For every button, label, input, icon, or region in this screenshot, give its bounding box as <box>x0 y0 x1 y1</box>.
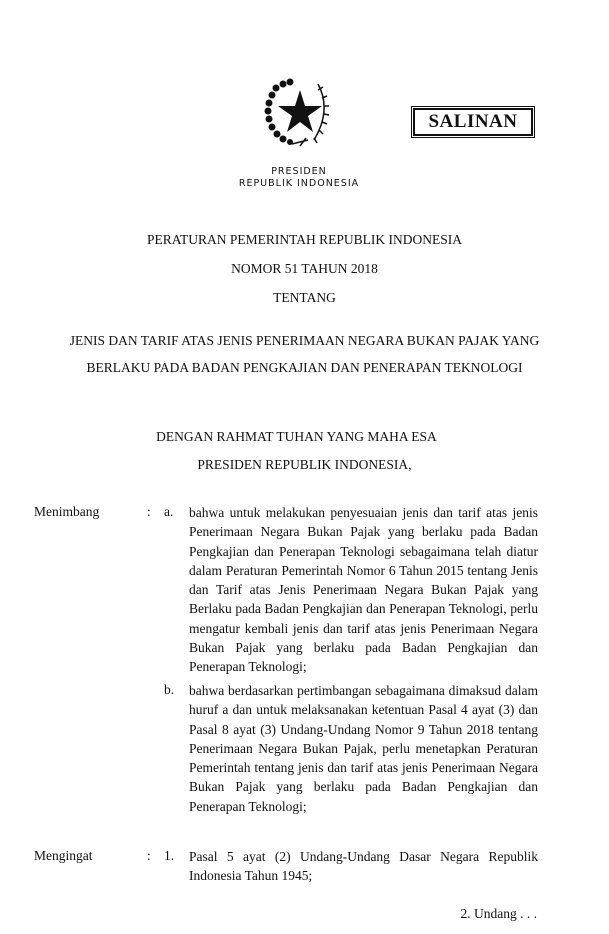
item-marker: 1. <box>164 848 175 863</box>
menimbang-colon: : <box>147 504 151 519</box>
menimbang-label: Menimbang <box>34 504 100 519</box>
item-marker: b. <box>164 682 175 697</box>
tentang-heading: TENTANG <box>273 290 336 305</box>
mengingat-item-1: Pasal 5 ayat (2) Undang-Undang Dasar Negara Republik Indonesia Tahun 1945; <box>189 849 538 884</box>
emblem-caption <box>229 166 369 190</box>
page-continuation: 2. Undang . . . <box>460 906 537 921</box>
invocation: DENGAN RAHMAT TUHAN YANG MAHA ESA <box>156 429 437 444</box>
subject-line-1: JENIS DAN TARIF ATAS JENIS PENERIMAAN NEGARA BUKAN PAJAK YANG <box>69 333 540 348</box>
item-marker: a. <box>164 504 174 519</box>
menimbang-item-a: bahwa untuk melakukan penyesuaian jenis dan tarif atas jenis Penerimaan Negara Bukan Pajak yang berlaku pada Badan Pengkajian dan Penerapan Teknologi sebagaimana telah diatur dalam Peraturan Pemerintah Nomor 6 Tahun 2015 tentang Jenis dan Tarif atas Jenis Penerimaan Negara Bukan Pajak yang Berlaku pada Badan Pengkajian dan Penerapan Teknologi, perlu mengatur kembali jenis dan tarif atas jenis Penerimaan Negara Bukan Pajak yang berlaku pada Badan Pengkajian dan Penerapan Teknologi; <box>189 505 538 675</box>
emblem-caption-line1: PRESIDEN <box>271 166 327 177</box>
menimbang-item-b: bahwa berdasarkan pertimbangan sebagaimana dimaksud dalam huruf a dan untuk melaksanakan ketentuan Pasal 4 ayat (3) dan Pasal 8 ayat (3) Undang-Undang Nomor 9 Tahun 2018 tentang Penerimaan Negara Bukan Pajak, perlu menetapkan Peraturan Pemerintah tentang jenis dan tarif atas jenis Penerimaan Negara Bukan Pajak yang berlaku pada Badan Pengkajian dan Penerapan Teknologi; <box>189 683 538 814</box>
president-heading: PRESIDEN REPUBLIK INDONESIA, <box>197 457 412 472</box>
emblem-caption-line2: REPUBLIK INDONESIA <box>238 178 360 189</box>
regulation-number: NOMOR 51 TAHUN 2018 <box>231 261 378 276</box>
subject-line-2: BERLAKU PADA BADAN PENGKAJIAN DAN PENERAPAN TEKNOLOGI <box>86 360 523 375</box>
garuda-star-emblem <box>262 76 334 150</box>
mengingat-label: Mengingat <box>34 848 93 863</box>
salinan-badge: SALINAN <box>413 108 533 136</box>
mengingat-colon: : <box>147 848 151 863</box>
regulation-title: PERATURAN PEMERINTAH REPUBLIK INDONESIA <box>146 232 463 247</box>
